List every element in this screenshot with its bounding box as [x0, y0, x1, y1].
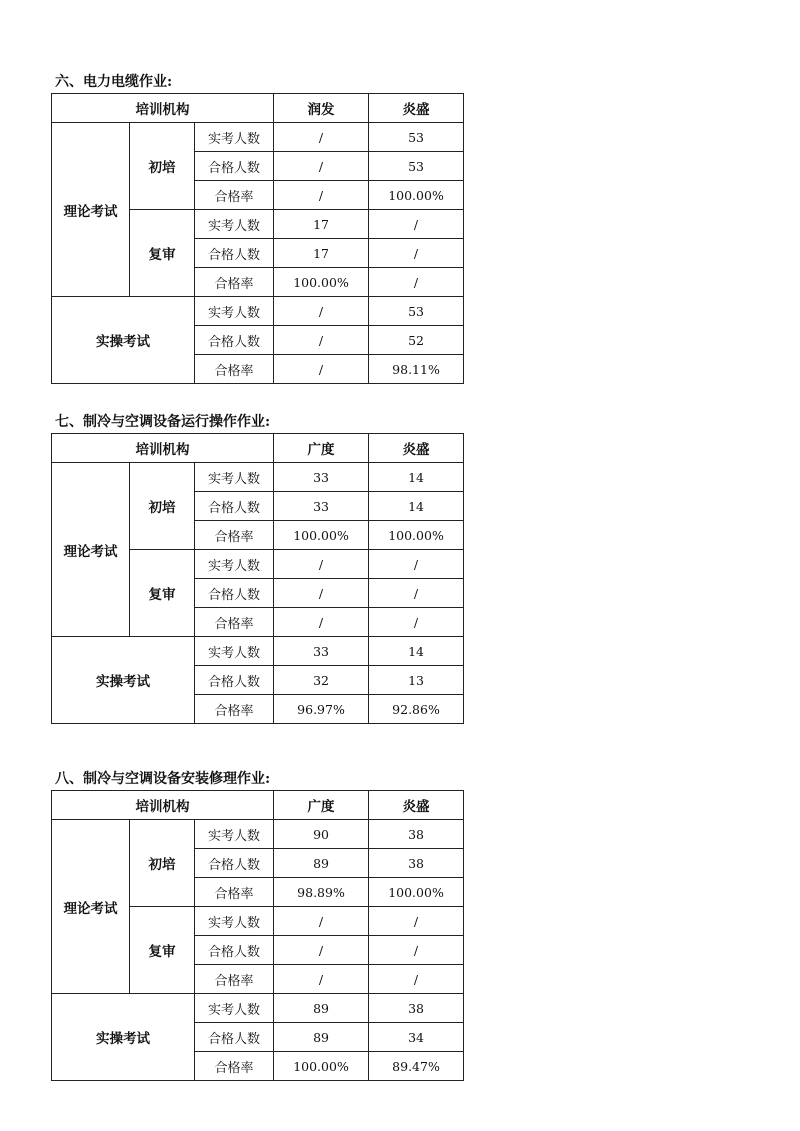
row-label: 合格人数 — [195, 1023, 274, 1052]
practical-exam-label: 实操考试 — [52, 297, 195, 384]
row-label: 合格率 — [195, 965, 274, 994]
table-header-row — [52, 791, 464, 820]
table-cell: 53 — [369, 297, 464, 326]
org-header: 培训机构 — [52, 94, 274, 123]
table-cell: / — [274, 297, 369, 326]
row-label: 合格率 — [195, 878, 274, 907]
table-cell: 33 — [274, 463, 369, 492]
table-cell: 52 — [369, 326, 464, 355]
row-label: 合格率 — [195, 608, 274, 637]
table-cell: / — [369, 239, 464, 268]
table-cell: / — [369, 210, 464, 239]
section-heading: 六、电力电缆作业: — [55, 74, 173, 90]
table-cell: 34 — [369, 1023, 464, 1052]
row-label: 合格人数 — [195, 492, 274, 521]
table-cell: 89 — [274, 849, 369, 878]
table-cell: 89.47% — [369, 1052, 464, 1081]
table-cell: 100.00% — [274, 521, 369, 550]
org-column-header: 炎盛 — [369, 791, 464, 820]
row-label: 合格率 — [195, 695, 274, 724]
table-cell: / — [274, 355, 369, 384]
initial-training-label: 初培 — [130, 820, 195, 907]
row-label: 合格人数 — [195, 849, 274, 878]
row-label: 实考人数 — [195, 637, 274, 666]
table-cell: 53 — [369, 123, 464, 152]
table-cell: / — [274, 608, 369, 637]
row-label: 合格率 — [195, 181, 274, 210]
table-cell: 38 — [369, 820, 464, 849]
row-label: 合格率 — [195, 268, 274, 297]
row-label: 实考人数 — [195, 907, 274, 936]
table-row — [52, 637, 464, 666]
table-cell: / — [274, 123, 369, 152]
row-label: 合格人数 — [195, 239, 274, 268]
table-row — [52, 297, 464, 326]
row-label: 实考人数 — [195, 463, 274, 492]
table-cell: 98.11% — [369, 355, 464, 384]
table-cell: / — [369, 608, 464, 637]
row-label: 实考人数 — [195, 210, 274, 239]
review-label: 复审 — [130, 210, 195, 297]
table-row — [52, 994, 464, 1023]
table-cell: 100.00% — [369, 521, 464, 550]
table-cell: / — [274, 907, 369, 936]
table-cell: / — [274, 181, 369, 210]
table-cell: 32 — [274, 666, 369, 695]
row-label: 合格率 — [195, 521, 274, 550]
row-label: 合格率 — [195, 355, 274, 384]
table-cell: 38 — [369, 849, 464, 878]
org-header: 培训机构 — [52, 791, 274, 820]
theory-exam-label: 理论考试 — [52, 123, 130, 297]
exam-table-refrigeration-installation — [51, 790, 464, 1081]
initial-training-label: 初培 — [130, 123, 195, 210]
table-cell: / — [274, 965, 369, 994]
theory-exam-label: 理论考试 — [52, 820, 130, 994]
table-row — [52, 463, 464, 492]
exam-table-refrigeration-operation — [51, 433, 464, 724]
table-cell: 14 — [369, 492, 464, 521]
table-cell: 17 — [274, 239, 369, 268]
table-cell: / — [274, 326, 369, 355]
table-header-row — [52, 94, 464, 123]
table-cell: 33 — [274, 637, 369, 666]
org-column-header: 炎盛 — [369, 434, 464, 463]
practical-exam-label: 实操考试 — [52, 994, 195, 1081]
table-cell: 92.86% — [369, 695, 464, 724]
table-cell: 100.00% — [369, 878, 464, 907]
row-label: 合格人数 — [195, 326, 274, 355]
table-cell: / — [274, 152, 369, 181]
table-cell: 96.97% — [274, 695, 369, 724]
row-label: 合格人数 — [195, 666, 274, 695]
section-heading: 八、制冷与空调设备安装修理作业: — [55, 771, 271, 787]
table-cell: / — [369, 965, 464, 994]
row-label: 合格率 — [195, 1052, 274, 1081]
row-label: 实考人数 — [195, 297, 274, 326]
org-column-header: 炎盛 — [369, 94, 464, 123]
table-cell: 53 — [369, 152, 464, 181]
table-cell: / — [369, 907, 464, 936]
row-label: 合格人数 — [195, 152, 274, 181]
org-column-header: 润发 — [274, 94, 369, 123]
table-cell: 90 — [274, 820, 369, 849]
table-cell: / — [369, 268, 464, 297]
table-row — [52, 820, 464, 849]
section-heading: 七、制冷与空调设备运行操作作业: — [55, 414, 271, 430]
org-column-header: 广度 — [274, 434, 369, 463]
table-cell: 14 — [369, 637, 464, 666]
row-label: 实考人数 — [195, 820, 274, 849]
table-cell: 100.00% — [274, 268, 369, 297]
row-label: 合格人数 — [195, 936, 274, 965]
table-cell: / — [274, 579, 369, 608]
table-cell: 33 — [274, 492, 369, 521]
table-cell: 14 — [369, 463, 464, 492]
row-label: 合格人数 — [195, 579, 274, 608]
table-cell: / — [369, 579, 464, 608]
table-cell: / — [369, 550, 464, 579]
table-cell: 38 — [369, 994, 464, 1023]
org-column-header: 广度 — [274, 791, 369, 820]
review-label: 复审 — [130, 907, 195, 994]
table-header-row — [52, 434, 464, 463]
theory-exam-label: 理论考试 — [52, 463, 130, 637]
org-header: 培训机构 — [52, 434, 274, 463]
table-cell: / — [274, 550, 369, 579]
table-cell: 17 — [274, 210, 369, 239]
table-cell: 89 — [274, 994, 369, 1023]
review-label: 复审 — [130, 550, 195, 637]
row-label: 实考人数 — [195, 550, 274, 579]
table-cell: 13 — [369, 666, 464, 695]
table-cell: 100.00% — [274, 1052, 369, 1081]
table-cell: / — [274, 936, 369, 965]
row-label: 实考人数 — [195, 123, 274, 152]
table-cell: 98.89% — [274, 878, 369, 907]
table-row — [52, 123, 464, 152]
table-cell: / — [369, 936, 464, 965]
row-label: 实考人数 — [195, 994, 274, 1023]
table-cell: 89 — [274, 1023, 369, 1052]
practical-exam-label: 实操考试 — [52, 637, 195, 724]
exam-table-power-cable — [51, 93, 464, 384]
table-cell: 100.00% — [369, 181, 464, 210]
initial-training-label: 初培 — [130, 463, 195, 550]
